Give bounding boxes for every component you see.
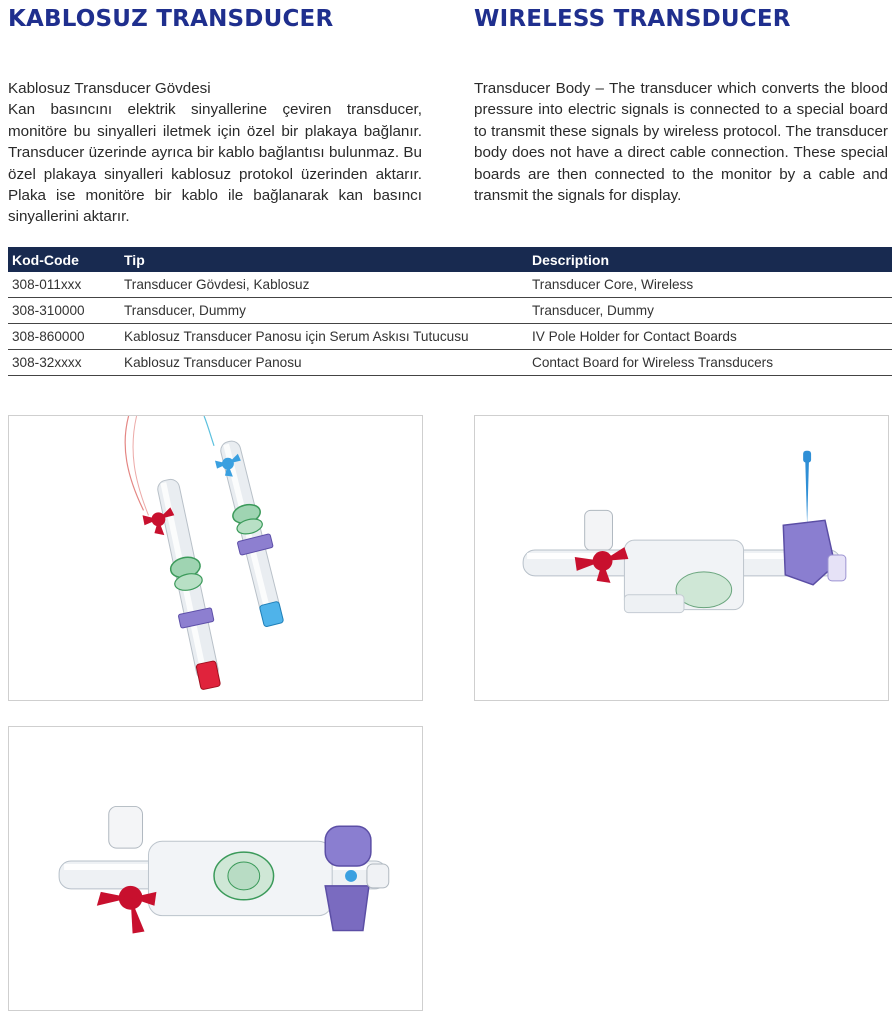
product-code-table — [8, 247, 892, 376]
transducer-closeup-photo — [8, 726, 423, 1011]
table-row — [8, 350, 892, 376]
table-row — [8, 272, 892, 298]
english-description — [474, 78, 888, 206]
turkish-description — [8, 78, 422, 228]
cell-type: Transducer, Dummy — [120, 298, 528, 324]
cell-description: Transducer, Dummy — [528, 298, 892, 324]
cell-type: Transducer Gövdesi, Kablosuz — [120, 272, 528, 298]
turkish-body: Kan basıncını elektrik sinyallerine çeviren transducer, monitöre bu sinyalleri iletmek için özel bir plakaya bağlanır. Transducer üzerinde ayrıca bir kablo bağlantısı bulunmaz. Bu özel plakaya sinyalleri kablosuz protokol üzerinden aktarır. Plaka ise monitöre bir kablo ile bağlanarak kan basıncı sinyallerini aktarır. — [8, 101, 422, 226]
cell-code: 308-310000 — [8, 298, 120, 324]
transducer-clamp-illustration — [475, 416, 888, 700]
english-body: Transducer Body – The transducer which converts the blood pressure into electric signals is connected to a special board to transmit these signals by wireless protocol. The transducer body does not have a direct cable connection. These special boards are then connected to the monitor by a cable and transmit the signals for display. — [474, 80, 888, 205]
cell-code: 308-32xxxx — [8, 350, 120, 376]
transducer-with-clamp-photo — [474, 415, 889, 701]
cell-description: IV Pole Holder for Contact Boards — [528, 324, 892, 350]
turkish-title: KABLOSUZ TRANSDUCER — [8, 6, 334, 32]
header-type: Tip — [120, 247, 528, 272]
transducer-pair-illustration — [9, 416, 422, 700]
transducer-pair-photo — [8, 415, 423, 701]
english-title: WIRELESS TRANSDUCER — [474, 6, 791, 32]
header-description: Description — [528, 247, 892, 272]
cell-code: 308-860000 — [8, 324, 120, 350]
transducer-closeup-illustration — [9, 727, 422, 1010]
table-header-row — [8, 247, 892, 272]
cell-code: 308-011xxx — [8, 272, 120, 298]
cell-description: Contact Board for Wireless Transducers — [528, 350, 892, 376]
cell-type: Kablosuz Transducer Panosu için Serum Askısı Tutucusu — [120, 324, 528, 350]
table-row — [8, 298, 892, 324]
cell-type: Kablosuz Transducer Panosu — [120, 350, 528, 376]
header-code: Kod-Code — [8, 247, 120, 272]
cell-description: Transducer Core, Wireless — [528, 272, 892, 298]
turkish-subtitle: Kablosuz Transducer Gövdesi — [8, 80, 211, 97]
table-row — [8, 324, 892, 350]
